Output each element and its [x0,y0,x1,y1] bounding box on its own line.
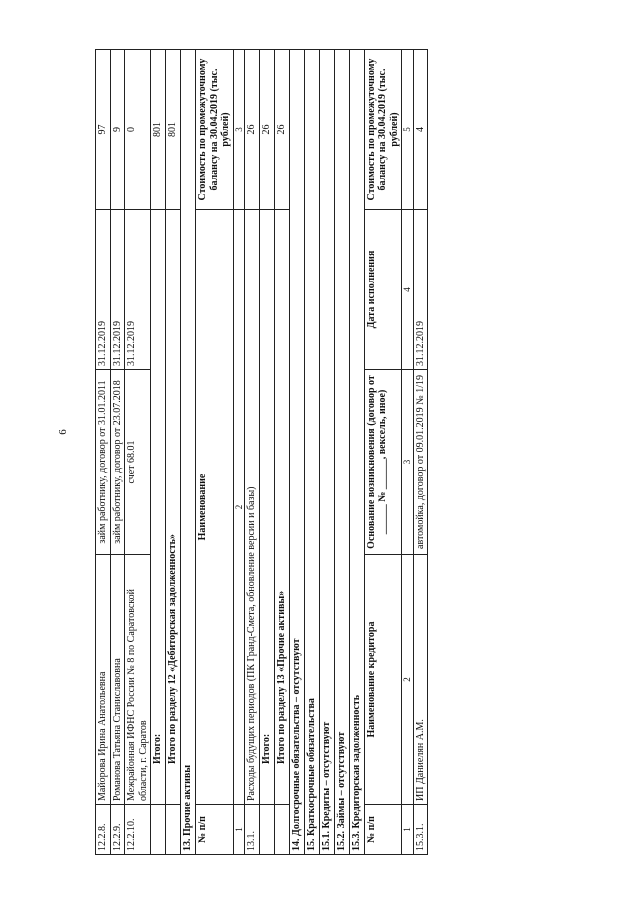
col-header-name: Наименование [196,210,234,805]
table-row [110,50,125,855]
itogo-row [151,50,166,855]
section-15-2-title: 15.2. Займы – отсутствуют [334,50,349,855]
section-15-3-title: 15.3. Кредиторская задолженность [349,50,364,855]
col-header-num: № п/п [364,805,402,855]
col-header-date: Дата исполнения [364,210,402,370]
debitor-name: Романова Татьяна Станиславовна [110,555,125,805]
column-numbers-row: 1 2 3 4 5 [402,50,413,855]
debitor-name: Майорова Ирина Анатольевна [96,555,111,805]
creditor-name: ИП Даниелян А.М. [413,555,428,805]
col-header-basis: Основание возникновения (договор от ______ № ______, вексель, иное) [364,370,402,555]
debt-value: 0 [125,50,151,210]
section-heading-row [319,50,334,855]
itogo-value: 801 [151,50,166,210]
section-heading-row [181,50,196,855]
debt-value: 9 [110,50,125,210]
due-date: 31.12.2019 [125,210,151,370]
section-total-label: Итого по разделу 13 «Прочие активы» [274,210,289,805]
col-header-num: № п/п [196,805,234,855]
header-row [196,50,234,855]
section-13-title: 13. Прочие активы [181,50,196,855]
table-row [125,50,151,855]
col-header-creditor: Наименование кредитора [364,555,402,805]
row-number: 12.2.10. [125,805,151,855]
section-15-title: 15. Краткосрочные обязательства [304,50,319,855]
page-number: 6 [56,429,69,435]
section-heading-row [334,50,349,855]
row-number: 12.2.8. [96,805,111,855]
debt-basis: автомойка, договор от 09.01.2019 № 1/19 [413,370,428,555]
document-table [95,49,428,855]
itogo-row [259,50,274,855]
asset-name: Расходы будущих периодов (ПК Гранд-Смета, обновление версии и базы) [244,210,259,805]
due-date: 31.12.2019 [96,210,111,370]
debt-basis: счет 68.01 [125,370,151,555]
section-total-row [274,50,289,855]
due-date: 31.12.2019 [110,210,125,370]
row-number: 12.2.9. [110,805,125,855]
debt-basis: займ работнику, договор от 31.01.2011 [96,370,111,555]
section-14-title: 14. Долгосрочные обязательства – отсутствуют [289,50,304,855]
header-row [364,50,402,855]
table-row [413,50,428,855]
section-total-row [166,50,181,855]
table-row [96,50,111,855]
debt-value: 97 [96,50,111,210]
itogo-label: Итого: [259,210,274,805]
row-number: 15.3.1. [413,805,428,855]
column-numbers-row: 1 2 3 [233,50,244,855]
section-heading-row [304,50,319,855]
itogo-value: 26 [259,50,274,210]
section-total-value: 26 [274,50,289,210]
section-total-label: Итого по разделу 12 «Дебиторская задолженность» [166,210,181,805]
section-heading-row [289,50,304,855]
rotated-document [95,50,530,855]
debt-basis: займ работнику, договор от 23.07.2018 [110,370,125,555]
due-date: 31.12.2019 [413,210,428,370]
section-heading-row [349,50,364,855]
col-header-value: Стоимость по промежуточному балансу на 30.04.2019 (тыс. рублей) [196,50,234,210]
section-total-value: 801 [166,50,181,210]
section-15-1-title: 15.1. Кредиты – отсутствуют [319,50,334,855]
row-number: 13.1. [244,805,259,855]
itogo-label: Итого: [151,210,166,805]
asset-value: 26 [244,50,259,210]
debt-value: 4 [413,50,428,210]
table-row [244,50,259,855]
debitor-name: Межрайонная ИФНС России № 8 по Саратовской области, г. Саратов [125,555,151,805]
col-header-value: Стоимость по промежуточному балансу на 30.04.2019 (тыс. рублей) [364,50,402,210]
